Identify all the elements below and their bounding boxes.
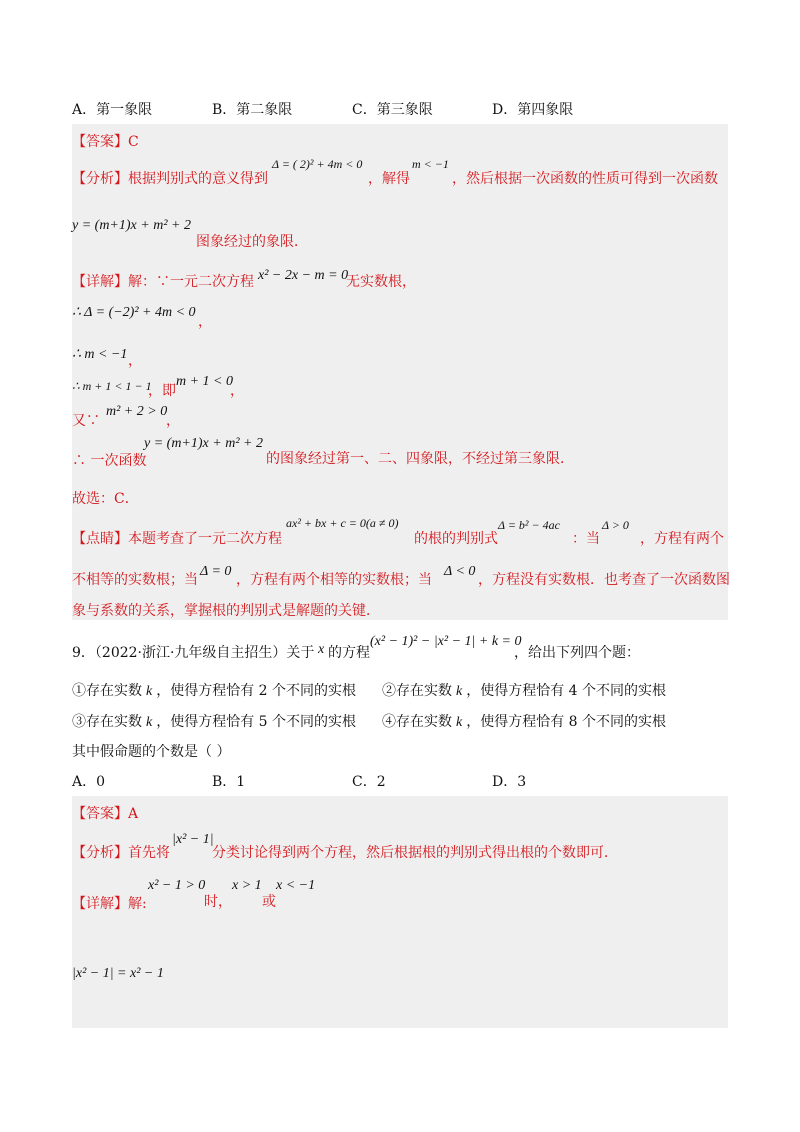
q8-answer: 【答案】C	[72, 134, 139, 150]
q8-detail-line2-expr: ∴ Δ = (−2)² + 4m < 0	[72, 305, 196, 320]
q9-statement-1-prefix: ①存在实数	[72, 683, 142, 699]
q9-statement-4-prefix: ④存在实数	[382, 714, 452, 730]
q9-detail-expr2: x > 1	[232, 878, 262, 893]
q8-comment-line3: 象与系数的关系，掌握根的判别式是解题的关键．	[72, 603, 380, 619]
q8-comment-mid: 的根的判别式	[414, 531, 498, 547]
q9-answer: 【答案】A	[72, 806, 139, 822]
q9-statement-1-k: k	[146, 684, 153, 699]
q9-option-c: C．2	[352, 774, 386, 790]
q8-analysis-mid: ，解得	[368, 171, 410, 187]
q8-analysis-tail2: 图象经过的象限．	[196, 234, 308, 250]
q8-comment-line2c: ，方程没有实数根．也考查了一次函数图	[478, 572, 730, 588]
q9-option-b: B．1	[212, 774, 246, 790]
q8-comment-tail: ，方程有两个	[640, 531, 724, 547]
q9-detail-expr3: x < −1	[276, 878, 316, 893]
q8-option-b: B．第二象限	[212, 102, 293, 118]
q8-detail-line2-tail: ，	[198, 314, 212, 330]
q8-comment-expr3: Δ > 0	[602, 518, 629, 532]
q9-statement-3	[72, 711, 356, 731]
q8-detail-line4-expr2: m + 1 < 0	[176, 374, 234, 389]
q9-detail-mid2: 或	[262, 894, 276, 910]
q8-detail-line6-expr: y = (m+1)x + m² + 2	[144, 436, 263, 451]
q9-statement-2-k: k	[456, 684, 463, 699]
q8-detail-line3-expr: ∴ m < −1	[72, 347, 128, 362]
q8-detail-line6-tail: 的图象经过第一、二、四象限，不经过第三象限．	[266, 451, 574, 467]
q9-analysis-expr: |x² − 1|	[172, 832, 214, 847]
q9-statement-3-text: ，使得方程恰有 5 个不同的实根	[156, 714, 357, 730]
q9-detail-mid: 时，	[204, 894, 232, 910]
q9-statement-2-prefix: ②存在实数	[382, 683, 452, 699]
q8-analysis-label: 【分析】根据判别式的意义得到	[72, 171, 268, 187]
q8-option-c: C．第三象限	[352, 102, 433, 118]
q8-comment-mid2: ：当	[572, 531, 600, 547]
q9-stem-b: 的方程	[328, 645, 370, 661]
q9-statement-1	[72, 680, 356, 700]
q9-statement-4-k: k	[456, 715, 463, 730]
q8-detail-line4-mid: ，即	[148, 383, 176, 399]
q9-statement-3-k: k	[146, 715, 153, 730]
q8-detail-line1-tail: 无实数根，	[346, 274, 416, 290]
q8-detail-line4-tail: ，	[230, 383, 244, 399]
q9-stem-a: 9．（2022·浙江·九年级自主招生）关于	[72, 645, 315, 661]
q8-detail-line6-label: ∴ 一次函数	[72, 453, 147, 469]
q9-analysis-tail: 分类讨论得到两个方程，然后根据根的判别式得出根的个数即可．	[212, 845, 618, 861]
q8-detail-line1-expr: x² − 2x − m = 0	[258, 268, 349, 283]
q9-question: 其中假命题的个数是（ ）	[72, 744, 231, 760]
q8-detail-line7: 故选：C．	[72, 491, 139, 507]
q9-solution-box	[72, 796, 728, 1028]
q9-option-d: D．3	[492, 774, 527, 790]
q9-detail-expr4: |x² − 1| = x² − 1	[72, 966, 164, 981]
q8-option-a: A．第一象限	[72, 102, 153, 118]
q8-comment-line2a: 不相等的实数根；当	[72, 572, 198, 588]
q9-detail-expr1: x² − 1 > 0	[148, 878, 206, 893]
q8-analysis-expr1: Δ = ( 2)² + 4m < 0	[272, 157, 363, 171]
q8-detail-line4-expr: ∴ m + 1 < 1 − 1	[72, 379, 152, 393]
q8-detail-line5-tail: ，	[166, 413, 180, 429]
q8-detail-line3-tail: ，	[128, 353, 142, 369]
q9-option-a: A．0	[72, 774, 106, 790]
q9-statement-2-text: ，使得方程恰有 4 个不同的实根	[466, 683, 667, 699]
q8-detail-line5-expr: m² + 2 > 0	[106, 404, 168, 419]
q9-statement-3-prefix: ③存在实数	[72, 714, 142, 730]
q9-stem-x: x	[318, 642, 325, 657]
q8-comment-line2b: ，方程有两个相等的实数根；当	[236, 572, 432, 588]
q8-analysis-tail: ，然后根据一次函数的性质可得到一次函数	[452, 171, 718, 187]
q8-detail-line5-label: 又∵	[72, 413, 100, 429]
q8-detail-line1-label: 【详解】解：∵一元二次方程	[72, 274, 254, 290]
q9-statement-4-text: ，使得方程恰有 8 个不同的实根	[466, 714, 667, 730]
q9-statement-2	[382, 680, 666, 700]
q8-comment-label: 【点睛】本题考查了一元二次方程	[72, 531, 282, 547]
q9-statement-1-text: ，使得方程恰有 2 个不同的实根	[156, 683, 357, 699]
q9-stem-expr: (x² − 1)² − |x² − 1| + k = 0	[370, 634, 522, 649]
q8-comment-expr2: Δ = b² − 4ac	[498, 518, 560, 532]
q8-comment-line2-expr1: Δ = 0	[200, 564, 232, 579]
q8-comment-expr1: ax² + bx + c = 0(a ≠ 0)	[286, 516, 399, 530]
q9-statement-4	[382, 711, 666, 731]
q9-stem-c: ，给出下列四个题：	[514, 645, 640, 661]
q9-detail-label: 【详解】解:	[72, 896, 147, 912]
q8-comment-line2-expr2: Δ < 0	[444, 564, 476, 579]
q9-analysis-label: 【分析】首先将	[72, 845, 170, 861]
q8-analysis-expr3: y = (m+1)x + m² + 2	[72, 218, 191, 233]
q8-analysis-expr2: m < −1	[412, 157, 449, 171]
q8-option-d: D．第四象限	[492, 102, 574, 118]
